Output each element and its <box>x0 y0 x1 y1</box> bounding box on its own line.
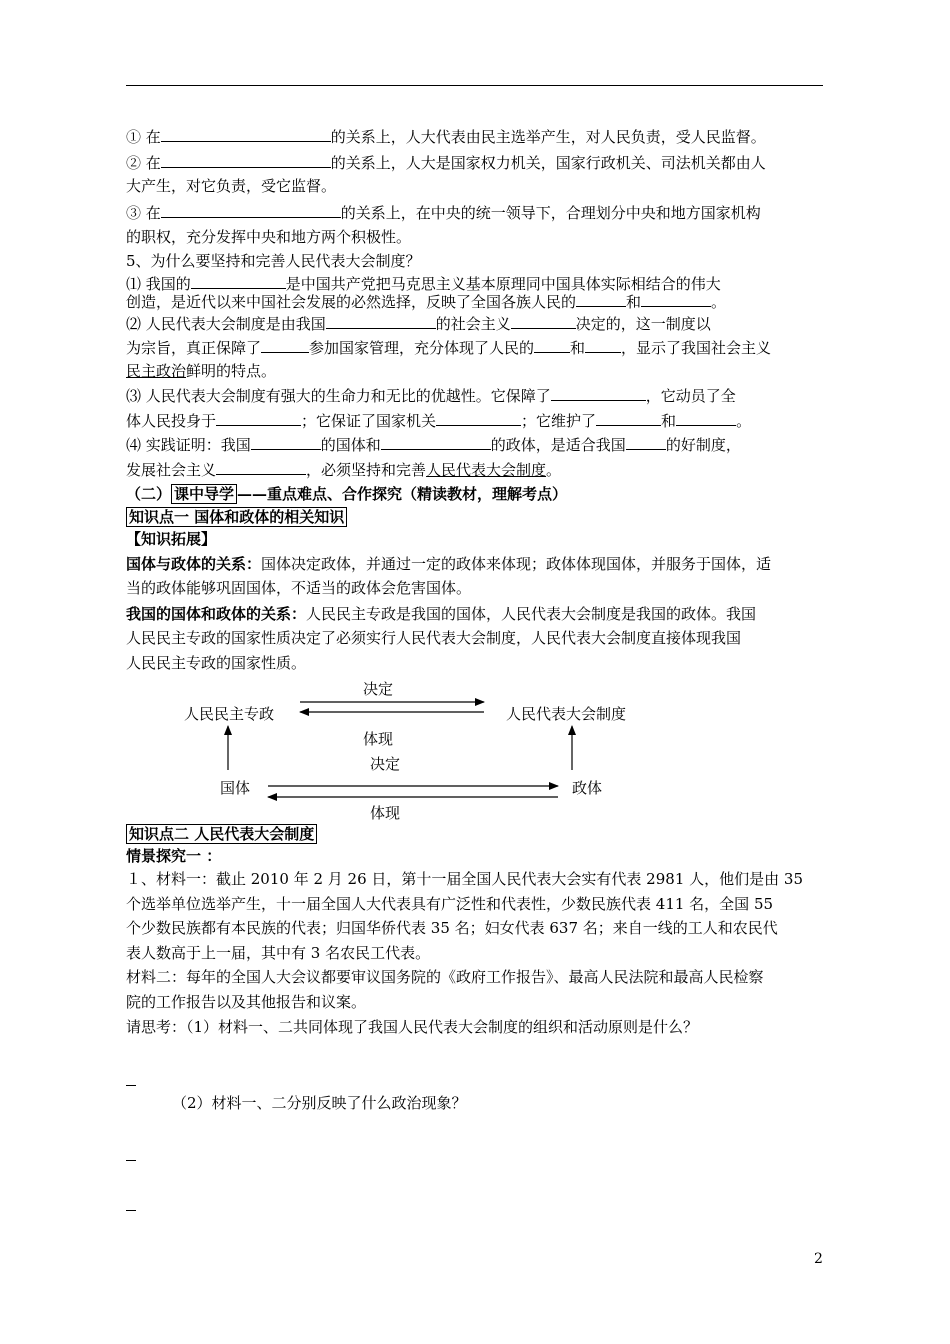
question-5: 5、为什么要坚持和完善人民代表大会制度？ <box>126 252 421 270</box>
relation-1 <box>126 554 826 574</box>
text: ⑶ 人民代表大会制度有强大的生命力和无比的优越性。它保障了 <box>126 387 551 405</box>
text: ⑷ 实践证明：我国 <box>126 436 251 454</box>
answer-line[interactable] <box>126 1160 136 1161</box>
q5-1-cont <box>126 291 826 312</box>
header-rule <box>126 85 823 86</box>
label-peoples-democratic-dictatorship: 人民民主专政 <box>184 705 275 723</box>
question-1: 请思考：（1）材料一、二共同体现了我国人民代表大会制度的组织和活动原则是什么？ <box>126 1018 699 1036</box>
material-2: 材料二：每年的全国人大会议都要审议国务院的《政府工作报告》、最高人民法院和最高人民检察 <box>126 968 764 986</box>
fill-blank[interactable] <box>585 337 621 353</box>
fill-blank[interactable] <box>216 410 301 426</box>
text: 的关系上，人大是国家权力机关，国家行政机关、司法机关都由人 <box>330 154 766 172</box>
fill-blank[interactable] <box>596 410 661 426</box>
material-1-cont: 表人数高于上一届，其中有 3 名农民工代表。 <box>126 944 431 962</box>
text: ；它维护了 <box>521 412 597 430</box>
text: ⑵ 人民代表大会制度是由我国 <box>126 315 326 333</box>
scenario-heading: 情景探究一 ： <box>126 847 222 865</box>
boxed-label: 课中导学 <box>171 484 237 504</box>
material-2-cont: 院的工作报告以及其他报告和议案。 <box>126 993 367 1011</box>
fill-blank[interactable] <box>161 202 341 218</box>
label-form-of-government: 政体 <box>572 779 603 797</box>
text: 的国体和 <box>320 436 381 454</box>
relation-diagram <box>126 670 826 830</box>
q5-2 <box>126 313 826 334</box>
fill-blank[interactable] <box>191 273 286 289</box>
text: ① 在 <box>126 128 161 146</box>
question-2: （2）材料一、二分别反映了什么政治现象？ <box>172 1094 467 1112</box>
point-3 <box>126 202 826 223</box>
label-reflect: 体现 <box>370 804 401 822</box>
text: 我国的国体和政体的关系： <box>126 605 307 623</box>
text: 是中国共产党把马克思主义基本原理同中国具体实际相结合的伟大 <box>285 275 721 293</box>
fill-blank[interactable] <box>251 434 321 450</box>
text: 和 <box>661 412 677 430</box>
text: 人民民主专政是我国的国体，人民代表大会制度是我国的政体。我国 <box>306 605 757 623</box>
text: 人民代表大会制度 <box>426 461 547 479</box>
fill-blank[interactable] <box>436 410 521 426</box>
text: 国体与政体的关系： <box>126 555 262 573</box>
material-1: １、材料一：截止 2010 年 2 月 26 日，第十一届全国人民代表大会实有代表 2981 人，他们是由 35 <box>126 870 803 888</box>
label-decide: 决定 <box>370 755 401 773</box>
text: ，必须坚持和完善 <box>306 461 427 479</box>
text: ，显示了我国社会主义 <box>621 339 772 357</box>
label-reflect: 体现 <box>363 730 394 748</box>
text: 为宗旨，真正保障了 <box>126 339 262 357</box>
text: 国体决定政体，并通过一定的政体来体现；政体体现国体，并服务于国体，适 <box>261 555 772 573</box>
text: 的政体，是适合我国 <box>490 436 626 454</box>
text: ；它保证了国家机关 <box>301 412 437 430</box>
q5-4 <box>126 434 826 455</box>
fill-blank[interactable] <box>161 152 331 168</box>
text: 发展社会主义 <box>126 461 217 479</box>
text: 的社会主义 <box>435 315 511 333</box>
q5-3 <box>126 385 826 406</box>
fill-blank[interactable] <box>676 410 736 426</box>
fill-blank[interactable] <box>641 291 711 307</box>
text: 。 <box>546 461 562 479</box>
text: ，它动员了全 <box>645 387 736 405</box>
text: 决定的，这一制度以 <box>575 315 711 333</box>
fill-blank[interactable] <box>161 126 331 142</box>
knowledge-point-2 <box>126 824 826 844</box>
material-1-cont: 个选举单位选举产生，十一届全国人大代表具有广泛性和代表性，少数民族代表 411 名，全国 55 <box>126 895 774 913</box>
fill-blank[interactable] <box>381 434 491 450</box>
text: ⑴ 我国的 <box>126 275 191 293</box>
q5-3-cont <box>126 410 826 431</box>
relation-1-cont: 当的政体能够巩固国体，不适当的政体会危害国体。 <box>126 579 472 597</box>
label-decide: 决定 <box>363 680 394 698</box>
text: 。 <box>711 293 727 311</box>
text: 鲜明的特点。 <box>186 362 277 380</box>
fill-blank[interactable] <box>534 337 570 353</box>
material-1-cont: 个少数民族都有本民族的代表；归国华侨代表 35 名；妇女代表 637 名；来自一线的工人和农民代 <box>126 919 778 937</box>
text: ③ 在 <box>126 204 161 222</box>
knowledge-expand-heading: 【知识拓展】 <box>126 530 217 548</box>
fill-blank[interactable] <box>551 385 646 401</box>
fill-blank[interactable] <box>216 459 306 475</box>
section-2-heading <box>126 484 826 504</box>
answer-line[interactable] <box>126 1085 136 1086</box>
diagram-arrows <box>126 670 826 830</box>
point-2 <box>126 152 826 173</box>
fill-blank[interactable] <box>576 291 626 307</box>
text: ② 在 <box>126 154 161 172</box>
knowledge-point-1 <box>126 507 826 527</box>
text: 民主政治 <box>126 362 187 380</box>
relation-2-cont2: 人民民主专政的国家性质。 <box>126 654 307 672</box>
fill-blank[interactable] <box>261 337 309 353</box>
fill-blank[interactable] <box>326 313 436 329</box>
text: 的关系上，人大代表由民主选举产生，对人民负责，受人民监督。 <box>330 128 766 146</box>
q5-2-cont <box>126 337 826 358</box>
text: 参加国家管理，充分体现了人民的 <box>309 339 535 357</box>
fill-blank[interactable] <box>511 313 576 329</box>
text: （二） <box>126 485 172 503</box>
relation-2 <box>126 604 826 624</box>
text: 的关系上，在中央的统一领导下，合理划分中央和地方国家机构 <box>340 204 761 222</box>
text: 创造，是近代以来中国社会发展的必然选择，反映了全国各族人民的 <box>126 293 577 311</box>
text: 和 <box>626 293 642 311</box>
boxed-label: 知识点二 人民代表大会制度 <box>126 824 317 844</box>
boxed-label: 知识点一 国体和政体的相关知识 <box>126 507 347 527</box>
text: 的好制度， <box>665 436 741 454</box>
text: ——重点难点、合作探究（精读教材，理解考点） <box>237 485 568 503</box>
q5-4-cont <box>126 459 826 480</box>
text: 体人民投身于 <box>126 412 217 430</box>
point-3-cont: 的职权，充分发挥中央和地方两个积极性。 <box>126 228 412 246</box>
fill-blank[interactable] <box>626 434 666 450</box>
answer-line[interactable] <box>126 1210 136 1211</box>
text: 。 <box>736 412 752 430</box>
point-1 <box>126 126 826 147</box>
label-peoples-congress-system: 人民代表大会制度 <box>506 705 627 723</box>
point-2-cont: 大产生，对它负责，受它监督。 <box>126 177 337 195</box>
text: 和 <box>570 339 586 357</box>
label-state-system: 国体 <box>220 779 251 797</box>
page-number: 2 <box>814 1251 823 1267</box>
q5-2-cont2 <box>126 361 826 381</box>
relation-2-cont: 人民民主专政的国家性质决定了必须实行人民代表大会制度，人民代表大会制度直接体现我国 <box>126 629 742 647</box>
